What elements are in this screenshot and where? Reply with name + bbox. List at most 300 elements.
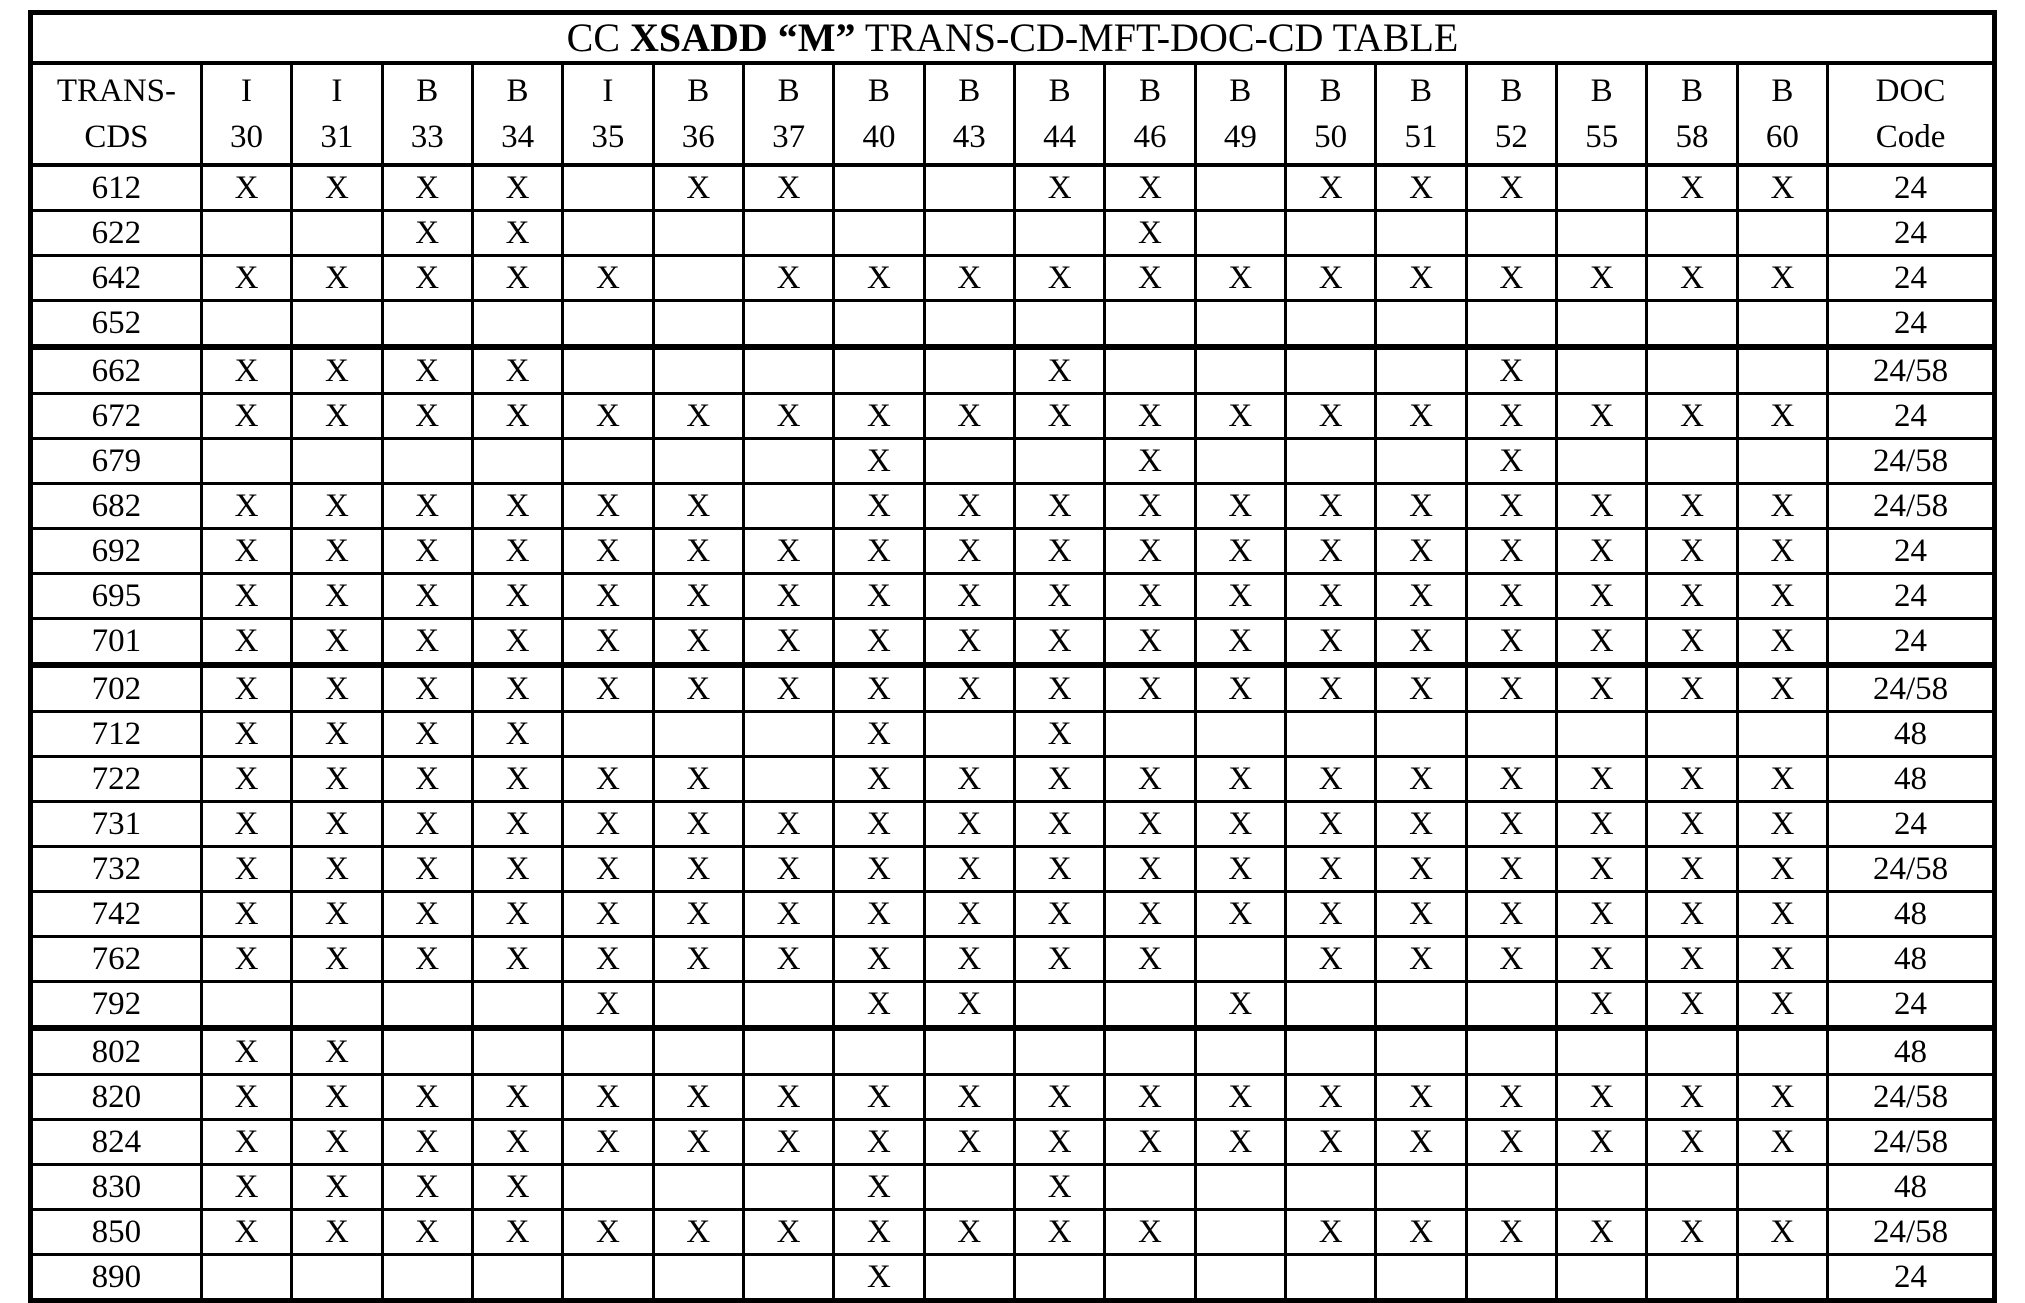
mark-cell-695-55: X bbox=[1557, 574, 1647, 619]
mark-cell-662-51 bbox=[1376, 347, 1466, 394]
mark-cell-732-35: X bbox=[563, 847, 653, 892]
mark-cell-820-49: X bbox=[1195, 1075, 1285, 1120]
mark-cell-612-37: X bbox=[743, 165, 833, 211]
col-header-num: 50 bbox=[1314, 119, 1348, 155]
mark-cell-679-49 bbox=[1195, 439, 1285, 484]
mark-cell-731-60: X bbox=[1737, 802, 1827, 847]
col-header-num: 58 bbox=[1675, 119, 1709, 155]
mark-cell-672-37: X bbox=[743, 394, 833, 439]
col-header-num: 30 bbox=[230, 119, 264, 155]
col-header-num: 49 bbox=[1223, 119, 1257, 155]
mark-cell-692-37: X bbox=[743, 529, 833, 574]
mark-cell-762-55: X bbox=[1557, 937, 1647, 982]
mark-cell-820-44: X bbox=[1014, 1075, 1104, 1120]
mark-cell-682-34: X bbox=[472, 484, 562, 529]
mark-cell-642-37: X bbox=[743, 256, 833, 301]
mark-cell-742-44: X bbox=[1014, 892, 1104, 937]
doc-code-cell: 24 bbox=[1828, 256, 1995, 301]
mark-cell-682-30: X bbox=[201, 484, 291, 529]
col-header-num: 34 bbox=[501, 119, 535, 155]
mark-cell-830-33: X bbox=[382, 1165, 472, 1210]
trans-cd-mft-doc-cd-table bbox=[28, 10, 1997, 1303]
mark-cell-742-31: X bbox=[292, 892, 382, 937]
mark-cell-824-30: X bbox=[201, 1120, 291, 1165]
doc-code-cell: 24 bbox=[1828, 1255, 1995, 1301]
mark-cell-642-46: X bbox=[1105, 256, 1195, 301]
mark-cell-695-60: X bbox=[1737, 574, 1827, 619]
table-row-732 bbox=[31, 847, 1995, 892]
mark-cell-672-55: X bbox=[1557, 394, 1647, 439]
mark-cell-695-34: X bbox=[472, 574, 562, 619]
doc-code-cell: 24 bbox=[1828, 165, 1995, 211]
trans-cd-cell: 642 bbox=[31, 256, 202, 301]
mark-cell-622-40 bbox=[834, 211, 924, 256]
table-row-662 bbox=[31, 347, 1995, 394]
mark-cell-622-30 bbox=[201, 211, 291, 256]
mark-cell-830-43 bbox=[924, 1165, 1014, 1210]
mark-cell-792-43: X bbox=[924, 982, 1014, 1029]
col-header-B-60 bbox=[1737, 63, 1827, 165]
col-header-type: B bbox=[958, 72, 981, 109]
mark-cell-792-31 bbox=[292, 982, 382, 1029]
mark-cell-802-35 bbox=[563, 1028, 653, 1075]
table-row-731 bbox=[31, 802, 1995, 847]
mark-cell-692-49: X bbox=[1195, 529, 1285, 574]
mark-cell-642-44: X bbox=[1014, 256, 1104, 301]
col-header-type: B bbox=[1771, 72, 1794, 109]
mark-cell-622-33: X bbox=[382, 211, 472, 256]
mark-cell-692-52: X bbox=[1466, 529, 1556, 574]
trans-cd-cell: 695 bbox=[31, 574, 202, 619]
mark-cell-890-44 bbox=[1014, 1255, 1104, 1301]
mark-cell-679-52: X bbox=[1466, 439, 1556, 484]
mark-cell-652-58 bbox=[1647, 301, 1737, 348]
mark-cell-679-60 bbox=[1737, 439, 1827, 484]
mark-cell-762-46: X bbox=[1105, 937, 1195, 982]
mark-cell-762-34: X bbox=[472, 937, 562, 982]
mark-cell-652-43 bbox=[924, 301, 1014, 348]
mark-cell-722-44: X bbox=[1014, 757, 1104, 802]
doc-code-cell: 48 bbox=[1828, 937, 1995, 982]
mark-cell-642-34: X bbox=[472, 256, 562, 301]
mark-cell-731-35: X bbox=[563, 802, 653, 847]
mark-cell-695-49: X bbox=[1195, 574, 1285, 619]
mark-cell-612-36: X bbox=[653, 165, 743, 211]
mark-cell-622-31 bbox=[292, 211, 382, 256]
col-header-num: 51 bbox=[1404, 119, 1438, 155]
mark-cell-612-58: X bbox=[1647, 165, 1737, 211]
trans-cd-cell: 742 bbox=[31, 892, 202, 937]
mark-cell-622-46: X bbox=[1105, 211, 1195, 256]
mark-cell-702-44: X bbox=[1014, 665, 1104, 712]
mark-cell-792-58: X bbox=[1647, 982, 1737, 1029]
mark-cell-824-49: X bbox=[1195, 1120, 1285, 1165]
mark-cell-712-35 bbox=[563, 712, 653, 757]
mark-cell-692-31: X bbox=[292, 529, 382, 574]
mark-cell-622-60 bbox=[1737, 211, 1827, 256]
mark-cell-722-31: X bbox=[292, 757, 382, 802]
mark-cell-802-55 bbox=[1557, 1028, 1647, 1075]
mark-cell-830-44: X bbox=[1014, 1165, 1104, 1210]
mark-cell-622-35 bbox=[563, 211, 653, 256]
mark-cell-732-31: X bbox=[292, 847, 382, 892]
mark-cell-682-46: X bbox=[1105, 484, 1195, 529]
mark-cell-612-43 bbox=[924, 165, 1014, 211]
mark-cell-802-52 bbox=[1466, 1028, 1556, 1075]
table-row-642 bbox=[31, 256, 1995, 301]
mark-cell-692-44: X bbox=[1014, 529, 1104, 574]
trans-cd-cell: 622 bbox=[31, 211, 202, 256]
mark-cell-830-58 bbox=[1647, 1165, 1737, 1210]
mark-cell-642-43: X bbox=[924, 256, 1014, 301]
mark-cell-802-30: X bbox=[201, 1028, 291, 1075]
doc-code-cell: 48 bbox=[1828, 892, 1995, 937]
mark-cell-642-52: X bbox=[1466, 256, 1556, 301]
mark-cell-692-30: X bbox=[201, 529, 291, 574]
col-header-type: B bbox=[1590, 72, 1613, 109]
mark-cell-702-49: X bbox=[1195, 665, 1285, 712]
mark-cell-742-52: X bbox=[1466, 892, 1556, 937]
mark-cell-682-58: X bbox=[1647, 484, 1737, 529]
table-row-701 bbox=[31, 619, 1995, 666]
table-title bbox=[31, 13, 1995, 64]
mark-cell-820-60: X bbox=[1737, 1075, 1827, 1120]
mark-cell-612-35 bbox=[563, 165, 653, 211]
mark-cell-890-31 bbox=[292, 1255, 382, 1301]
col-header-type: B bbox=[1229, 72, 1252, 109]
mark-cell-642-49: X bbox=[1195, 256, 1285, 301]
mark-cell-702-36: X bbox=[653, 665, 743, 712]
mark-cell-662-58 bbox=[1647, 347, 1737, 394]
mark-cell-802-34 bbox=[472, 1028, 562, 1075]
mark-cell-732-40: X bbox=[834, 847, 924, 892]
mark-cell-850-51: X bbox=[1376, 1210, 1466, 1255]
mark-cell-679-55 bbox=[1557, 439, 1647, 484]
mark-cell-712-40: X bbox=[834, 712, 924, 757]
mark-cell-792-36 bbox=[653, 982, 743, 1029]
mark-cell-802-50 bbox=[1285, 1028, 1375, 1075]
mark-cell-732-36: X bbox=[653, 847, 743, 892]
mark-cell-722-40: X bbox=[834, 757, 924, 802]
mark-cell-695-46: X bbox=[1105, 574, 1195, 619]
table-row-622 bbox=[31, 211, 1995, 256]
col-header-num: 31 bbox=[320, 119, 354, 155]
mark-cell-679-40: X bbox=[834, 439, 924, 484]
trans-cds-header-line2: CDS bbox=[84, 119, 149, 155]
mark-cell-762-51: X bbox=[1376, 937, 1466, 982]
col-header-type: B bbox=[1409, 72, 1432, 109]
doc-code-cell: 24/58 bbox=[1828, 347, 1995, 394]
mark-cell-830-60 bbox=[1737, 1165, 1827, 1210]
mark-cell-712-30: X bbox=[201, 712, 291, 757]
mark-cell-662-43 bbox=[924, 347, 1014, 394]
col-header-type: B bbox=[1681, 72, 1704, 109]
trans-cd-cell: 830 bbox=[31, 1165, 202, 1210]
mark-cell-662-49 bbox=[1195, 347, 1285, 394]
mark-cell-672-34: X bbox=[472, 394, 562, 439]
mark-cell-712-46 bbox=[1105, 712, 1195, 757]
mark-cell-682-33: X bbox=[382, 484, 472, 529]
mark-cell-762-30: X bbox=[201, 937, 291, 982]
mark-cell-731-30: X bbox=[201, 802, 291, 847]
mark-cell-722-36: X bbox=[653, 757, 743, 802]
mark-cell-820-52: X bbox=[1466, 1075, 1556, 1120]
mark-cell-824-52: X bbox=[1466, 1120, 1556, 1165]
mark-cell-612-40 bbox=[834, 165, 924, 211]
trans-cd-cell: 612 bbox=[31, 165, 202, 211]
mark-cell-662-52: X bbox=[1466, 347, 1556, 394]
mark-cell-679-34 bbox=[472, 439, 562, 484]
mark-cell-824-58: X bbox=[1647, 1120, 1737, 1165]
mark-cell-820-36: X bbox=[653, 1075, 743, 1120]
mark-cell-731-52: X bbox=[1466, 802, 1556, 847]
trans-cds-header bbox=[31, 63, 202, 165]
doc-code-cell: 24 bbox=[1828, 982, 1995, 1029]
mark-cell-762-52: X bbox=[1466, 937, 1556, 982]
mark-cell-850-36: X bbox=[653, 1210, 743, 1255]
mark-cell-672-36: X bbox=[653, 394, 743, 439]
table-body bbox=[31, 165, 1995, 1301]
mark-cell-695-50: X bbox=[1285, 574, 1375, 619]
mark-cell-820-50: X bbox=[1285, 1075, 1375, 1120]
mark-cell-890-51 bbox=[1376, 1255, 1466, 1301]
mark-cell-792-55: X bbox=[1557, 982, 1647, 1029]
mark-cell-652-60 bbox=[1737, 301, 1827, 348]
table-row-652 bbox=[31, 301, 1995, 348]
mark-cell-695-52: X bbox=[1466, 574, 1556, 619]
col-header-I-35 bbox=[563, 63, 653, 165]
mark-cell-652-55 bbox=[1557, 301, 1647, 348]
col-header-num: 52 bbox=[1494, 119, 1528, 155]
trans-cd-cell: 682 bbox=[31, 484, 202, 529]
mark-cell-830-37 bbox=[743, 1165, 833, 1210]
mark-cell-762-33: X bbox=[382, 937, 472, 982]
mark-cell-682-51: X bbox=[1376, 484, 1466, 529]
doc-code-cell: 24/58 bbox=[1828, 1120, 1995, 1165]
mark-cell-732-60: X bbox=[1737, 847, 1827, 892]
mark-cell-890-60 bbox=[1737, 1255, 1827, 1301]
col-header-type: I bbox=[331, 72, 343, 109]
mark-cell-732-37: X bbox=[743, 847, 833, 892]
mark-cell-652-34 bbox=[472, 301, 562, 348]
mark-cell-890-35 bbox=[563, 1255, 653, 1301]
trans-cd-cell: 701 bbox=[31, 619, 202, 666]
mark-cell-712-43 bbox=[924, 712, 1014, 757]
mark-cell-742-43: X bbox=[924, 892, 1014, 937]
doc-code-cell: 24 bbox=[1828, 802, 1995, 847]
mark-cell-679-30 bbox=[201, 439, 291, 484]
table-row-890 bbox=[31, 1255, 1995, 1301]
mark-cell-732-44: X bbox=[1014, 847, 1104, 892]
mark-cell-701-55: X bbox=[1557, 619, 1647, 666]
mark-cell-695-51: X bbox=[1376, 574, 1466, 619]
mark-cell-742-30: X bbox=[201, 892, 291, 937]
mark-cell-702-43: X bbox=[924, 665, 1014, 712]
mark-cell-824-51: X bbox=[1376, 1120, 1466, 1165]
doc-code-cell: 24/58 bbox=[1828, 484, 1995, 529]
mark-cell-622-52 bbox=[1466, 211, 1556, 256]
mark-cell-890-34 bbox=[472, 1255, 562, 1301]
mark-cell-642-50: X bbox=[1285, 256, 1375, 301]
title-row bbox=[31, 13, 1995, 64]
mark-cell-850-30: X bbox=[201, 1210, 291, 1255]
mark-cell-692-43: X bbox=[924, 529, 1014, 574]
mark-cell-802-49 bbox=[1195, 1028, 1285, 1075]
mark-cell-762-58: X bbox=[1647, 937, 1737, 982]
table-row-850 bbox=[31, 1210, 1995, 1255]
mark-cell-762-43: X bbox=[924, 937, 1014, 982]
mark-cell-820-31: X bbox=[292, 1075, 382, 1120]
col-header-B-43 bbox=[924, 63, 1014, 165]
mark-cell-672-51: X bbox=[1376, 394, 1466, 439]
col-header-B-44 bbox=[1014, 63, 1104, 165]
doc-code-cell: 24 bbox=[1828, 529, 1995, 574]
col-header-B-37 bbox=[743, 63, 833, 165]
mark-cell-762-36: X bbox=[653, 937, 743, 982]
mark-cell-712-49 bbox=[1195, 712, 1285, 757]
mark-cell-722-58: X bbox=[1647, 757, 1737, 802]
mark-cell-662-37 bbox=[743, 347, 833, 394]
mark-cell-622-55 bbox=[1557, 211, 1647, 256]
mark-cell-702-31: X bbox=[292, 665, 382, 712]
table-row-742 bbox=[31, 892, 1995, 937]
mark-cell-679-51 bbox=[1376, 439, 1466, 484]
mark-cell-682-37 bbox=[743, 484, 833, 529]
mark-cell-742-51: X bbox=[1376, 892, 1466, 937]
mark-cell-890-52 bbox=[1466, 1255, 1556, 1301]
col-header-num: 37 bbox=[772, 119, 806, 155]
mark-cell-612-44: X bbox=[1014, 165, 1104, 211]
mark-cell-830-46 bbox=[1105, 1165, 1195, 1210]
trans-cd-cell: 792 bbox=[31, 982, 202, 1029]
col-header-num: 44 bbox=[1043, 119, 1077, 155]
mark-cell-612-46: X bbox=[1105, 165, 1195, 211]
mark-cell-792-35: X bbox=[563, 982, 653, 1029]
mark-cell-672-30: X bbox=[201, 394, 291, 439]
mark-cell-652-40 bbox=[834, 301, 924, 348]
col-header-B-34 bbox=[472, 63, 562, 165]
trans-cd-cell: 802 bbox=[31, 1028, 202, 1075]
mark-cell-701-35: X bbox=[563, 619, 653, 666]
title-prefix: CC bbox=[566, 15, 630, 60]
table-row-830 bbox=[31, 1165, 1995, 1210]
mark-cell-692-46: X bbox=[1105, 529, 1195, 574]
mark-cell-792-34 bbox=[472, 982, 562, 1029]
mark-cell-679-35 bbox=[563, 439, 653, 484]
mark-cell-830-34: X bbox=[472, 1165, 562, 1210]
mark-cell-890-55 bbox=[1557, 1255, 1647, 1301]
mark-cell-701-49: X bbox=[1195, 619, 1285, 666]
col-header-B-36 bbox=[653, 63, 743, 165]
mark-cell-762-35: X bbox=[563, 937, 653, 982]
mark-cell-682-40: X bbox=[834, 484, 924, 529]
mark-cell-802-40 bbox=[834, 1028, 924, 1075]
mark-cell-850-49 bbox=[1195, 1210, 1285, 1255]
trans-cd-cell: 662 bbox=[31, 347, 202, 394]
mark-cell-742-55: X bbox=[1557, 892, 1647, 937]
col-header-B-50 bbox=[1285, 63, 1375, 165]
mark-cell-662-60 bbox=[1737, 347, 1827, 394]
mark-cell-642-58: X bbox=[1647, 256, 1737, 301]
mark-cell-731-50: X bbox=[1285, 802, 1375, 847]
mark-cell-695-58: X bbox=[1647, 574, 1737, 619]
mark-cell-622-43 bbox=[924, 211, 1014, 256]
col-header-type: B bbox=[1138, 72, 1161, 109]
mark-cell-712-58 bbox=[1647, 712, 1737, 757]
mark-cell-652-35 bbox=[563, 301, 653, 348]
mark-cell-722-35: X bbox=[563, 757, 653, 802]
mark-cell-652-31 bbox=[292, 301, 382, 348]
mark-cell-695-43: X bbox=[924, 574, 1014, 619]
mark-cell-722-46: X bbox=[1105, 757, 1195, 802]
mark-cell-830-40: X bbox=[834, 1165, 924, 1210]
mark-cell-890-49 bbox=[1195, 1255, 1285, 1301]
doc-code-cell: 48 bbox=[1828, 1028, 1995, 1075]
mark-cell-692-33: X bbox=[382, 529, 472, 574]
mark-cell-792-60: X bbox=[1737, 982, 1827, 1029]
mark-cell-692-60: X bbox=[1737, 529, 1827, 574]
mark-cell-692-36: X bbox=[653, 529, 743, 574]
mark-cell-702-34: X bbox=[472, 665, 562, 712]
mark-cell-662-36 bbox=[653, 347, 743, 394]
mark-cell-824-46: X bbox=[1105, 1120, 1195, 1165]
mark-cell-662-46 bbox=[1105, 347, 1195, 394]
mark-cell-679-31 bbox=[292, 439, 382, 484]
mark-cell-652-46 bbox=[1105, 301, 1195, 348]
mark-cell-731-36: X bbox=[653, 802, 743, 847]
mark-cell-802-58 bbox=[1647, 1028, 1737, 1075]
mark-cell-622-51 bbox=[1376, 211, 1466, 256]
col-header-type: I bbox=[241, 72, 253, 109]
mark-cell-672-44: X bbox=[1014, 394, 1104, 439]
mark-cell-820-37: X bbox=[743, 1075, 833, 1120]
mark-cell-830-55 bbox=[1557, 1165, 1647, 1210]
mark-cell-712-51 bbox=[1376, 712, 1466, 757]
mark-cell-612-60: X bbox=[1737, 165, 1827, 211]
mark-cell-692-51: X bbox=[1376, 529, 1466, 574]
mark-cell-802-44 bbox=[1014, 1028, 1104, 1075]
doc-code-cell: 24 bbox=[1828, 211, 1995, 256]
mark-cell-712-37 bbox=[743, 712, 833, 757]
mark-cell-802-37 bbox=[743, 1028, 833, 1075]
mark-cell-679-44 bbox=[1014, 439, 1104, 484]
col-header-num: 43 bbox=[952, 119, 986, 155]
mark-cell-702-35: X bbox=[563, 665, 653, 712]
mark-cell-830-51 bbox=[1376, 1165, 1466, 1210]
title-command-name: XSADD “M” bbox=[630, 15, 856, 60]
doc-code-cell: 24/58 bbox=[1828, 1210, 1995, 1255]
col-header-type: B bbox=[687, 72, 710, 109]
mark-cell-701-52: X bbox=[1466, 619, 1556, 666]
mark-cell-612-52: X bbox=[1466, 165, 1556, 211]
col-header-B-55 bbox=[1557, 63, 1647, 165]
mark-cell-712-33: X bbox=[382, 712, 472, 757]
table-row-802 bbox=[31, 1028, 1995, 1075]
mark-cell-850-31: X bbox=[292, 1210, 382, 1255]
mark-cell-679-46: X bbox=[1105, 439, 1195, 484]
mark-cell-695-36: X bbox=[653, 574, 743, 619]
doc-code-header-line1: DOC bbox=[1875, 72, 1946, 109]
mark-cell-612-50: X bbox=[1285, 165, 1375, 211]
mark-cell-652-50 bbox=[1285, 301, 1375, 348]
mark-cell-702-30: X bbox=[201, 665, 291, 712]
mark-cell-695-40: X bbox=[834, 574, 924, 619]
mark-cell-742-40: X bbox=[834, 892, 924, 937]
mark-cell-722-51: X bbox=[1376, 757, 1466, 802]
mark-cell-682-36: X bbox=[653, 484, 743, 529]
mark-cell-732-30: X bbox=[201, 847, 291, 892]
mark-cell-712-52 bbox=[1466, 712, 1556, 757]
